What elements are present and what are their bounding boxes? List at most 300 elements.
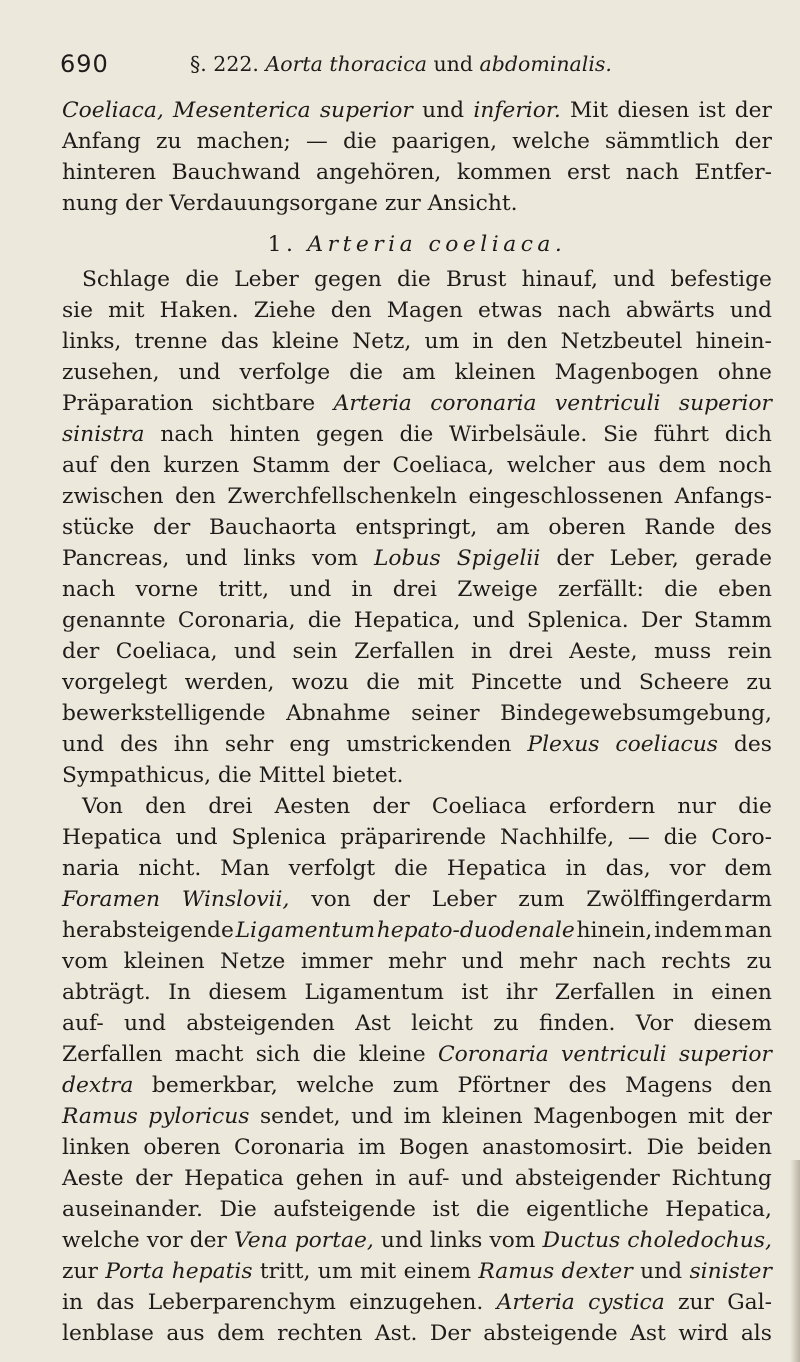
word: wozu (291, 670, 349, 695)
word: kleine (272, 329, 340, 354)
word: rechten (277, 1321, 363, 1346)
word: Ast. (374, 1321, 418, 1346)
word: finden. (539, 1011, 616, 1036)
word: Hepatica (446, 856, 547, 881)
word: ihr (505, 980, 538, 1005)
word: superior (678, 391, 772, 416)
text-line (62, 357, 772, 388)
word: Richtung (671, 1166, 772, 1191)
word: anastomosirt. (482, 1135, 634, 1160)
word: Zerfallen (354, 639, 455, 664)
word: auseinander. (62, 1197, 203, 1222)
word: Porta (105, 1259, 165, 1284)
word: zu (746, 670, 772, 695)
word: oberen (143, 1135, 221, 1160)
word: sendet, (259, 1104, 341, 1129)
word: Spigelii (456, 546, 541, 571)
word: diesem (693, 1011, 772, 1036)
word: und (178, 360, 221, 385)
word: drei (392, 577, 437, 602)
word: genannte (62, 608, 166, 633)
word: Bauchwand (171, 160, 301, 185)
word: Aeste, (569, 639, 638, 664)
word: Man (220, 856, 270, 881)
section-number: §. 222. (190, 52, 259, 76)
text-line (62, 667, 772, 698)
word: machen; (196, 129, 291, 154)
word: Der (640, 608, 682, 633)
word: noch (718, 453, 772, 478)
word: trenne (134, 329, 208, 354)
text-line (62, 1318, 772, 1349)
word: die (399, 422, 434, 447)
word: tritt, (259, 1259, 311, 1284)
word: Aeste (62, 1166, 124, 1191)
word: und (175, 825, 218, 850)
word: lenblase (62, 1321, 154, 1346)
text-line (62, 791, 772, 822)
word: absteigender (514, 1166, 660, 1191)
section-heading-number: 1. (267, 232, 298, 257)
word: Pförtner (457, 1073, 550, 1098)
word: drei (508, 639, 553, 664)
word: zum (392, 1073, 439, 1098)
word: Hepatica (62, 825, 162, 850)
word: hinein- (695, 329, 772, 354)
word: die (663, 825, 698, 850)
running-head-title (190, 52, 612, 76)
word: Splenica. (526, 608, 629, 633)
word: kleine (358, 1042, 426, 1067)
word: wird (678, 1321, 729, 1346)
word: verfolge (239, 360, 331, 385)
text-line (62, 1163, 772, 1194)
word: mit (417, 670, 454, 695)
word: Von (82, 794, 123, 819)
word: man (724, 918, 772, 943)
word: Haken. (159, 298, 239, 323)
word: dexter (561, 1259, 633, 1284)
word: Pincette (471, 670, 563, 695)
word: eben (718, 577, 772, 602)
word: auf- (62, 1011, 104, 1036)
word: Magenbogen (554, 360, 699, 385)
word: aus (607, 453, 646, 478)
text-line (62, 853, 772, 884)
word: mehr (387, 949, 446, 974)
word: herabsteigende (62, 918, 234, 943)
word: sehr (224, 732, 274, 757)
word: erst (566, 160, 611, 185)
word: zu (746, 949, 772, 974)
word: absteigende (483, 1321, 618, 1346)
word: pyloricus (148, 1104, 250, 1129)
word: eigentliche (526, 1197, 649, 1222)
word: nach (62, 577, 116, 602)
running-head-connector: und (433, 52, 473, 76)
word: des (119, 732, 158, 757)
word: zusehen, (62, 360, 160, 385)
word: drei (208, 794, 253, 819)
word: paarigen, (391, 129, 498, 154)
word: Rande (644, 515, 716, 540)
word: Vena (233, 1228, 288, 1253)
word: der (734, 129, 772, 154)
word: sein (292, 639, 338, 664)
word: sinistra (62, 422, 145, 447)
word: um (317, 1259, 353, 1284)
word: den (731, 1073, 772, 1098)
word: nung der Verdauungsorgane zur Ansicht. (62, 191, 518, 216)
word: in (472, 329, 494, 354)
word: präparirende (340, 825, 487, 850)
word: und (613, 267, 656, 292)
word: muss (654, 639, 712, 664)
word: abträgt. (62, 980, 151, 1005)
word: hinein, (576, 918, 653, 943)
word: und (185, 546, 228, 571)
word: die (349, 360, 383, 385)
word: Coeliaca (431, 794, 527, 819)
word: das, (605, 856, 651, 881)
word: bemerkbar, (151, 1073, 278, 1098)
word: auf- (407, 1166, 450, 1191)
word: linken (62, 1135, 131, 1160)
text-line (62, 605, 772, 636)
word: der (153, 515, 191, 540)
text-line (62, 636, 772, 667)
word: ihn (173, 732, 209, 757)
word: die (366, 670, 401, 695)
word: Die (646, 1135, 684, 1160)
word: gegen (314, 267, 382, 292)
word: kleinen (123, 949, 205, 974)
text-line (62, 1101, 772, 1132)
word: ohne (717, 360, 772, 385)
word: mit (687, 1104, 725, 1129)
word: cystica (588, 1290, 665, 1315)
word: Splenica (231, 825, 327, 850)
text-line (62, 1132, 772, 1163)
word: auf (62, 453, 98, 478)
word: verfolgt (288, 856, 376, 881)
word: am (495, 515, 530, 540)
text-line (62, 326, 772, 357)
word: Leberparenchym (147, 1290, 336, 1315)
word: naria (62, 856, 120, 881)
word: in (375, 1166, 397, 1191)
word: und (289, 577, 332, 602)
word: Anfangs- (674, 484, 772, 509)
word: Coeliaca, (392, 453, 495, 478)
word: Magenbogen (533, 1104, 678, 1129)
word: sinister (689, 1259, 772, 1284)
word: befestige (670, 267, 772, 292)
word: Anfang (62, 129, 141, 154)
word: und (62, 732, 105, 757)
word: die (185, 267, 220, 292)
word: Hepatica (184, 1166, 284, 1191)
text-line (62, 1070, 772, 1101)
word: welche (296, 1073, 375, 1098)
word: in (62, 1290, 84, 1315)
text-line (62, 450, 772, 481)
text-line (62, 915, 772, 946)
word: Ramus (62, 1104, 138, 1129)
word: Vor (635, 1011, 674, 1036)
word: zerfällt: (557, 577, 644, 602)
word: Mesenterica (173, 98, 311, 123)
word: zu (155, 129, 182, 154)
word: den (109, 453, 151, 478)
word: abwärts (625, 298, 715, 323)
word: links, (62, 329, 122, 354)
word: Mit (570, 98, 609, 123)
word: des (568, 1073, 607, 1098)
word: die (394, 856, 428, 881)
word: den (330, 298, 372, 323)
word: der (372, 887, 410, 912)
word: kommen (456, 160, 552, 185)
word: — (306, 129, 328, 154)
word: sie (62, 298, 94, 323)
word: der (342, 453, 380, 478)
word: Scheere (638, 670, 730, 695)
text-line (62, 1256, 772, 1287)
text-line (62, 295, 772, 326)
word: Brust (446, 267, 507, 292)
word: die (342, 129, 377, 154)
text-line (62, 157, 772, 188)
word: Zerfallen (554, 980, 656, 1005)
word: aus (166, 1321, 205, 1346)
text-line (62, 126, 772, 157)
word: choledochus, (627, 1228, 772, 1253)
word: indem (654, 918, 723, 943)
word: ist (698, 98, 726, 123)
text-line (62, 481, 772, 512)
word: dextra (62, 1073, 134, 1098)
word: Coeliaca, (62, 98, 164, 123)
running-head-italic-1: Aorta thoracica (265, 52, 427, 76)
word: der (556, 546, 594, 571)
text-line (62, 512, 772, 543)
word: Die (219, 1197, 257, 1222)
word: welcher (506, 453, 595, 478)
word: im (403, 1104, 432, 1129)
word: inferior. (473, 98, 561, 123)
word: Wirbelsäule. (449, 422, 588, 447)
word: angehören, (316, 160, 442, 185)
word: vom (62, 949, 109, 974)
word: kleinen (441, 1104, 523, 1129)
word: links (243, 546, 296, 571)
word: in (565, 856, 587, 881)
word: hinten (229, 422, 301, 447)
word: ventriculi (561, 1042, 667, 1067)
word: einzugehen. (349, 1290, 484, 1315)
word: diesem (208, 980, 287, 1005)
body-text (62, 95, 772, 1349)
word: dem (724, 856, 772, 881)
word: ist (461, 980, 489, 1005)
word: werden, (184, 670, 275, 695)
word: der (734, 1104, 772, 1129)
text-line (62, 1008, 772, 1039)
text-line (62, 574, 772, 605)
word: portae, (294, 1228, 374, 1253)
word: mit (108, 298, 145, 323)
word: Magen (386, 298, 463, 323)
word: Arteria (333, 391, 412, 416)
word: Hepatica, (353, 608, 461, 633)
word: Ziehe (253, 298, 316, 323)
word: gehen (295, 1166, 364, 1191)
word: Zweige (457, 577, 538, 602)
word: Coro- (711, 825, 772, 850)
word: und (461, 949, 504, 974)
word: nur (677, 794, 716, 819)
word: in (351, 577, 373, 602)
word: Coronaria, (177, 608, 296, 633)
word: die (738, 794, 772, 819)
word: Pancreas, (62, 546, 170, 571)
word: superior (319, 98, 413, 123)
word: von (311, 887, 351, 912)
word: vor (669, 856, 706, 881)
word: vorne (135, 577, 199, 602)
word: coronaria (430, 391, 537, 416)
word: der (372, 794, 410, 819)
word: und (640, 1259, 683, 1284)
word: seiner (411, 701, 480, 726)
word: Stamm (251, 453, 330, 478)
word: zur (677, 1290, 714, 1315)
word: gerade (694, 546, 772, 571)
word: welche (512, 129, 590, 154)
word: Netzbeutel (560, 329, 683, 354)
word: das (220, 329, 259, 354)
word: zu (493, 1011, 519, 1036)
word: nicht. (138, 856, 202, 881)
word: die (307, 608, 342, 633)
word: Coronaria (437, 1042, 549, 1067)
word: dem (658, 453, 706, 478)
word: Ligamentum (235, 918, 376, 943)
word: Schlage (82, 267, 170, 292)
word: Netze (220, 949, 286, 974)
word: hinauf, (521, 267, 598, 292)
word: Coeliaca, (115, 639, 218, 664)
word: links (429, 1228, 483, 1253)
word: eingeschlossenen (468, 484, 664, 509)
word: eng (289, 732, 331, 757)
section-heading (62, 229, 772, 260)
word: Ast (630, 1321, 666, 1346)
word: Ligamentum (304, 980, 444, 1005)
word: die (396, 267, 431, 292)
word: Leber (234, 267, 299, 292)
word: einem (403, 1259, 472, 1284)
word: und (461, 1166, 504, 1191)
word: Der (429, 1321, 471, 1346)
word: mehr (519, 949, 578, 974)
word: nach (592, 949, 646, 974)
text-line (62, 1287, 772, 1318)
word: Hepatica, (665, 1197, 772, 1222)
word: sich (255, 1042, 301, 1067)
word: hepato-duodenale (376, 918, 575, 943)
word: ventriculi (554, 391, 661, 416)
word: in (672, 980, 694, 1005)
word: und (729, 298, 772, 323)
word: einen (711, 980, 772, 1005)
word: Nachhilfe, (499, 825, 615, 850)
word: Präparation (62, 391, 194, 416)
word: und (579, 670, 622, 695)
word: Magens (625, 1073, 713, 1098)
text-line (62, 884, 772, 915)
word: rechts (661, 949, 731, 974)
word: erfordern (548, 794, 656, 819)
word: vor (146, 1228, 183, 1253)
word: beiden (697, 1135, 772, 1160)
word: des (733, 515, 772, 540)
word: Abnahme (286, 701, 391, 726)
word: Bindegewebsumgebung, (500, 701, 772, 726)
word: ist (432, 1197, 460, 1222)
word: kleinen (454, 360, 536, 385)
word: Zerfallen (62, 1042, 163, 1067)
word: Gal- (727, 1290, 772, 1315)
word: Stamm (693, 608, 772, 633)
word: am (401, 360, 436, 385)
word: und (234, 639, 277, 664)
word: Ast (355, 1011, 391, 1036)
word: der (189, 1228, 227, 1253)
word: etwas (477, 298, 543, 323)
word: gegen (315, 422, 384, 447)
word: Entfer- (694, 160, 772, 185)
page-edge-shadow (790, 1160, 800, 1362)
text-line (62, 760, 772, 791)
word: Plexus (527, 732, 600, 757)
word: und (472, 608, 515, 633)
word: entspringt, (355, 515, 478, 540)
word: im (358, 1135, 386, 1160)
word: diesen (617, 98, 690, 123)
word: dich (724, 422, 772, 447)
text-line (62, 729, 772, 760)
word: der (135, 1166, 173, 1191)
word: Foramen (62, 887, 161, 912)
word: der (62, 639, 100, 664)
text-line (62, 822, 772, 853)
word: — (627, 825, 650, 850)
word: des (733, 732, 772, 757)
word: absteigenden (186, 1011, 335, 1036)
word: sämmtlich (605, 129, 720, 154)
word: Leber, (609, 546, 679, 571)
word: und (351, 1104, 394, 1129)
word: Netz, (352, 329, 412, 354)
word: zum (518, 887, 565, 912)
word: hinteren (62, 160, 157, 185)
word: coeliacus (615, 732, 718, 757)
word: zur (62, 1259, 98, 1284)
word: die (475, 1197, 510, 1222)
word: umstrickenden (346, 732, 512, 757)
